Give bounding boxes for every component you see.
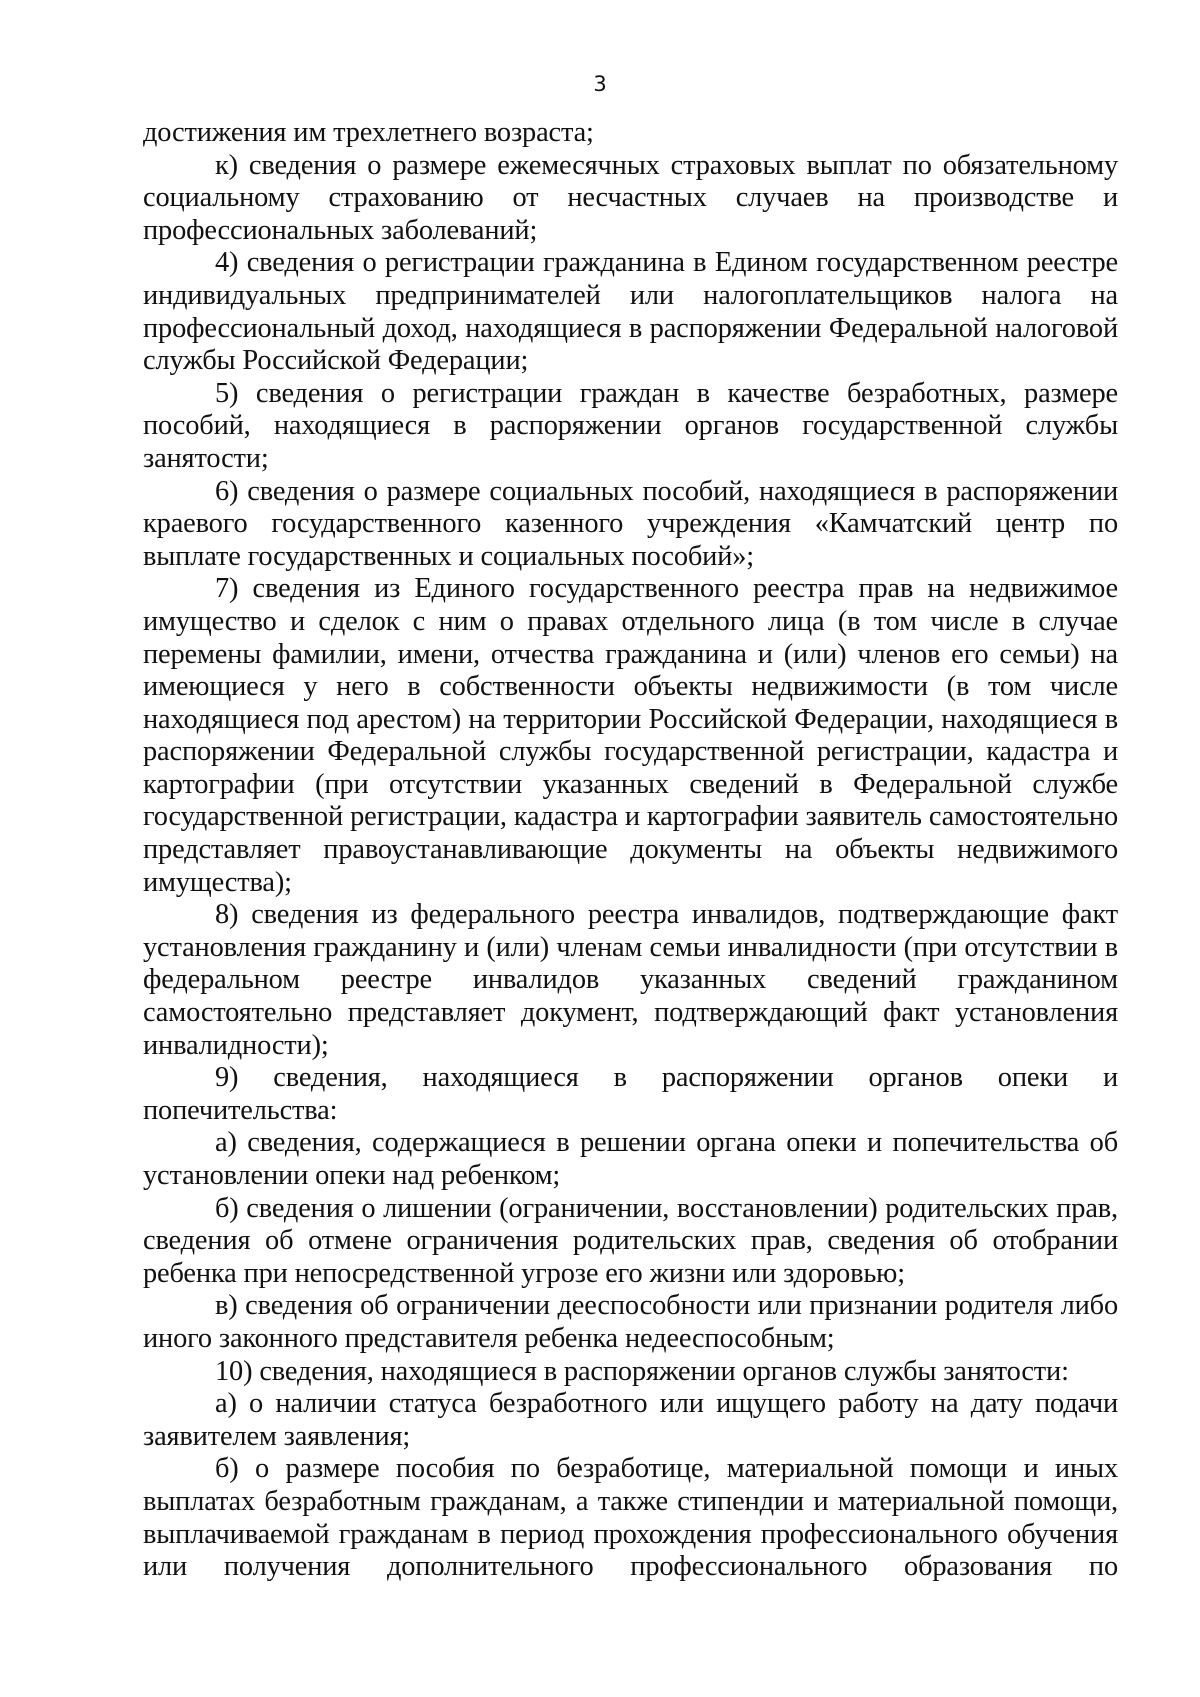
paragraph-item-10b: б) о размере пособия по безработице, материальной помощи и иных выплатах безработным гражданам, а также стипендии и материальной помощи, выплачиваемой гражданам в период прохождения профессионального обучения или получения дополнительного профессионального образования по — [143, 1453, 1118, 1583]
paragraph-item-8: 8) сведения из федерального реестра инвалидов, подтверждающие факт установления гражданину и (или) членам семьи инвалидности (при отсутствии в федеральном реестре инвалидов указанных сведений гражданином самостоятельно представляет документ, подтверждающий факт установления инвалидности); — [143, 899, 1118, 1061]
paragraph-item-9a: а) сведения, содержащиеся в решении органа опеки и попечительства об установлении опеки над ребенком; — [143, 1127, 1118, 1191]
paragraph-item-4: 4) сведения о регистрации гражданина в Едином государственном реестре индивидуальных предпринимателей или налогоплательщиков налога на профессиональный доход, находящиеся в распоряжении Федеральной налоговой службы Российской Федерации; — [143, 247, 1118, 377]
paragraph-item-7: 7) сведения из Единого государственного реестра прав на недвижимое имущество и сделок с ним о правах отдельного лица (в том числе в случае перемены фамилии, имени, отчества гражданина и (или) членов его семьи) на имеющиеся у него в собственности объекты недвижимости (в том числе находящиеся под арестом) на территории Российской Федерации, находящиеся в распоряжении Федеральной службы государственной регистрации, кадастра и картографии (при отсутствии указанных сведений в Федеральной службе государственной регистрации, кадастра и картографии заявитель самостоятельно представляет правоустанавливающие документы на объекты недвижимого имущества); — [143, 573, 1118, 898]
paragraph-continuation: достижения им трехлетнего возраста; — [143, 117, 594, 148]
document-body — [143, 117, 1118, 1584]
paragraph-item-10: 10) сведения, находящиеся в распоряжении органов службы занятости: — [215, 1355, 1069, 1387]
paragraph-item-6: 6) сведения о размере социальных пособий, находящиеся в распоряжении краевого государственного казенного учреждения «Камчатский центр по выплате государственных и социальных пособий»; — [143, 475, 1118, 572]
paragraph-item-10a: а) о наличии статуса безработного или ищущего работу на дату подачи заявителем заявления; — [143, 1388, 1118, 1452]
paragraph-item-9: 9) сведения, находящиеся в распоряжении органов опеки и попечительства: — [143, 1062, 1118, 1126]
paragraph-item-9v: в) сведения об ограничении дееспособности или признании родителя либо иного законного представителя ребенка недееспособным; — [143, 1290, 1118, 1354]
paragraph-item-5: 5) сведения о регистрации граждан в качестве безработных, размере пособий, находящиеся в распоряжении органов государственной службы занятости; — [143, 377, 1118, 474]
paragraph-item-9b: б) сведения о лишении (ограничении, восстановлении) родительских прав, сведения об отмене ограничения родительских прав, сведения об отобрании ребенка при непосредственной угрозе его жизни или здоровью; — [143, 1192, 1118, 1289]
paragraph-item-k: к) сведения о размере ежемесячных страховых выплат по обязательному социальному страхованию от несчастных случаев на производстве и профессиональных заболеваний; — [143, 149, 1118, 246]
page-number: 3 — [593, 72, 607, 96]
